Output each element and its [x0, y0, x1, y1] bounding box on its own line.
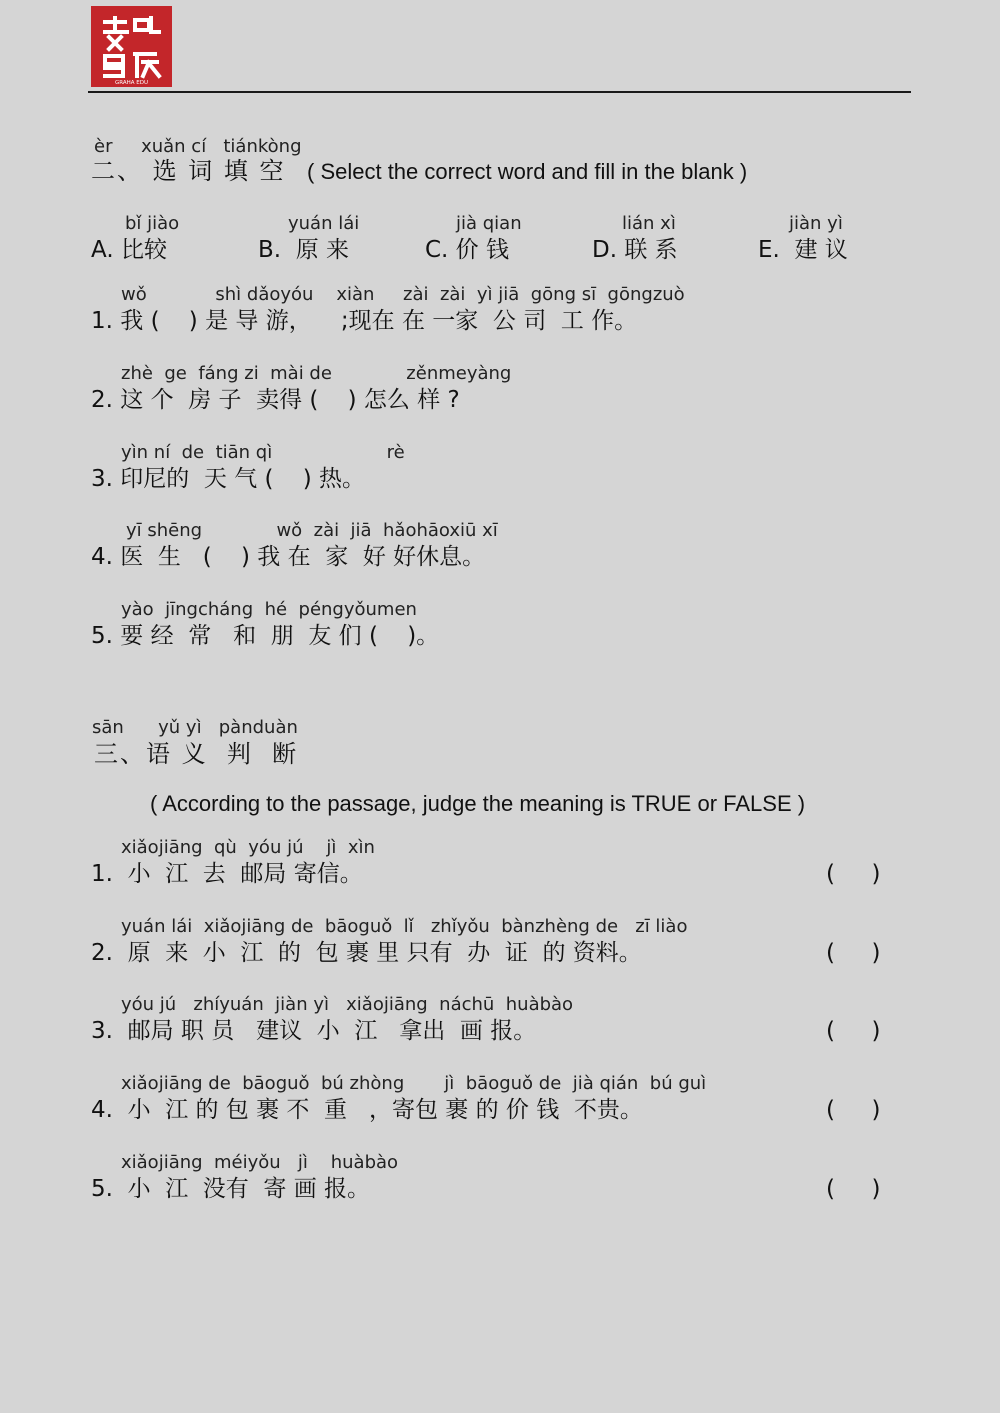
option-e-pinyin: jiàn yì [789, 213, 843, 234]
s3-q2: 2. 原 来 小 江 的 包 裹 里 只有 办 证 的 资料。 [91, 940, 642, 966]
s2-q4-pinyin: yī shēng wǒ zài jiā hǎohāoxiū xī [126, 520, 498, 541]
option-b: B. 原 来 [258, 237, 350, 263]
header-rule [88, 91, 911, 93]
option-c-pinyin: jià qian [456, 213, 522, 234]
section3-pinyin: sān yǔ yì pànduàn [92, 717, 298, 738]
s3-q1: 1. 小 江 去 邮局 寄信。 [91, 861, 363, 887]
section2-instruction: ( Select the correct word and fill in the blank ) [307, 159, 748, 184]
s3-q5-pinyin: xiǎojiāng méiyǒu jì huàbào [121, 1152, 399, 1173]
s3-q1-answer-blank: ( ) [826, 861, 881, 887]
option-d: D. 联 系 [592, 237, 678, 263]
graha-edu-logo [91, 6, 172, 87]
s3-q5-answer-blank: ( ) [826, 1176, 881, 1202]
s2-q3: 3. 印尼的 天 气 ( ) 热。 [91, 466, 366, 492]
section3-instruction: ( According to the passage, judge the meaning is TRUE or FALSE ) [150, 791, 806, 816]
s3-q4: 4. 小 江 的 包 裹 不 重 ，寄包 裹 的 价 钱 不贵。 [91, 1097, 643, 1123]
section2-heading: 二、 选 词 填 空 [91, 157, 286, 185]
s2-q2-pinyin: zhè ge fáng zi mài de zěnmeyàng [121, 363, 512, 384]
s3-q2-pinyin: yuán lái xiǎojiāng de bāoguǒ lǐ zhǐyǒu bànzhèng de zī liào [121, 916, 688, 937]
s2-q1-pinyin: wǒ shì dǎoyóu xiàn zài zài yì jiā gōng sī gōngzuò [121, 284, 685, 305]
option-b-pinyin: yuán lái [288, 213, 360, 234]
s2-q1: 1. 我 ( ) 是 导 游， ;现在 在 一家 公 司 工 作。 [91, 308, 638, 334]
logo-mark-icon [91, 6, 172, 87]
s2-q5: 5. 要 经 常 和 朋 友 们 ( )。 [91, 623, 440, 649]
s3-q2-answer-blank: ( ) [826, 940, 881, 966]
s2-q5-pinyin: yào jīngcháng hé péngyǒumen [121, 599, 417, 620]
s3-q4-pinyin: xiǎojiāng de bāoguǒ bú zhòng jì bāoguǒ de jià qián bú guì [121, 1073, 707, 1094]
option-e: E. 建 议 [758, 237, 848, 263]
s2-q4: 4. 医 生 ( ) 我 在 家 好 好休息。 [91, 544, 486, 570]
s3-q3-pinyin: yóu jú zhíyuán jiàn yì xiǎojiāng náchū huàbào [121, 994, 574, 1015]
option-d-pinyin: lián xì [622, 213, 676, 234]
s3-q3-answer-blank: ( ) [826, 1018, 881, 1044]
svg-text:GRAHA EDU: GRAHA EDU [114, 80, 149, 86]
s3-q1-pinyin: xiǎojiāng qù yóu jú jì xìn [121, 837, 375, 858]
s3-q5: 5. 小 江 没有 寄 画 报。 [91, 1176, 371, 1202]
option-a-pinyin: bǐ jiào [125, 213, 180, 234]
s3-q3: 3. 邮局 职 员 建议 小 江 拿出 画 报。 [91, 1018, 537, 1044]
option-a: A. 比较 [91, 237, 167, 263]
s2-q2: 2. 这 个 房 子 卖得 ( ) 怎么 样 ? [91, 387, 460, 413]
option-c: C. 价 钱 [425, 237, 509, 263]
section2-pinyin: èr xuǎn cí tiánkòng [94, 136, 302, 157]
s2-q3-pinyin: yìn ní de tiān qì rè [121, 442, 405, 463]
section3-heading: 三、语 义 判 断 [94, 740, 299, 768]
s3-q4-answer-blank: ( ) [826, 1097, 881, 1123]
